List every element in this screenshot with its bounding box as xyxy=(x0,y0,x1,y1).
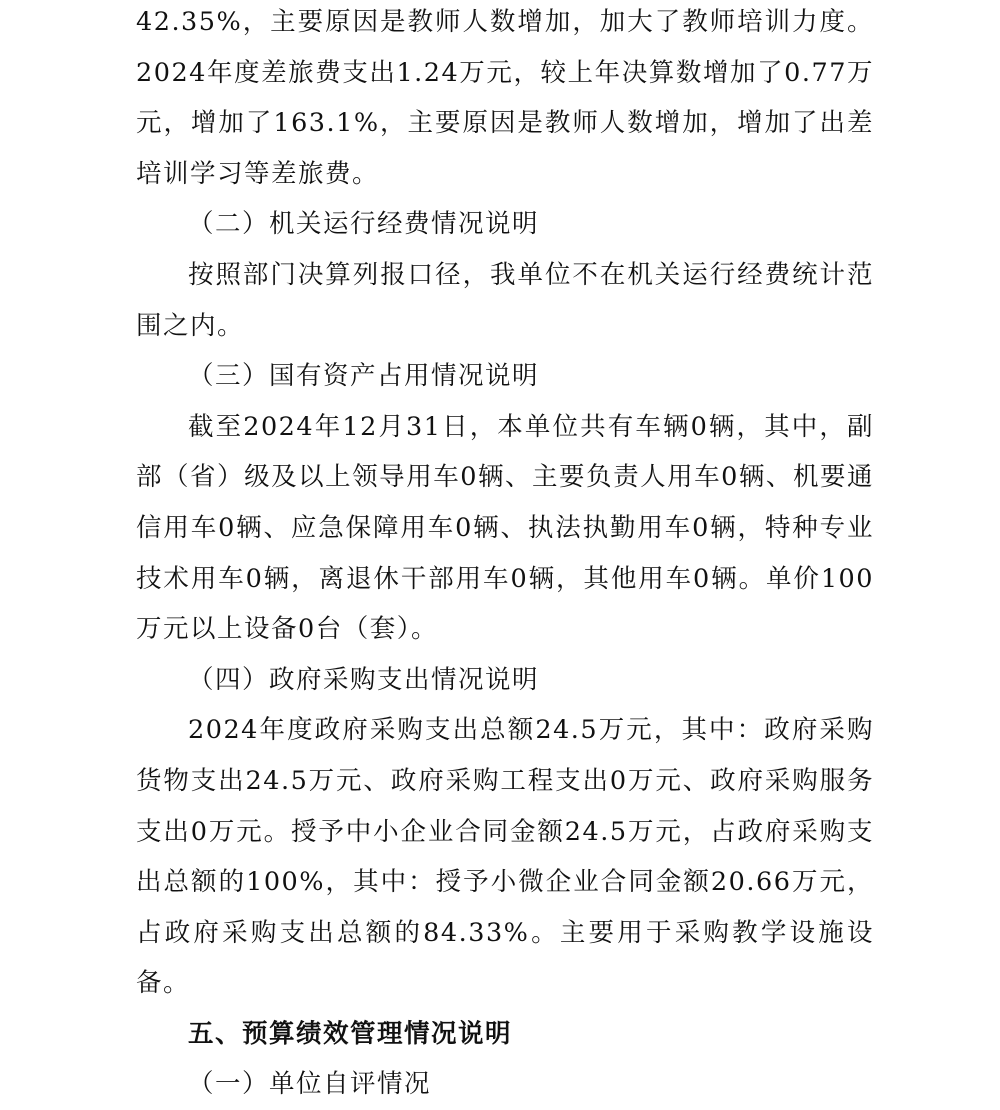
heading-self-evaluation: （一）单位自评情况 xyxy=(188,1069,432,1100)
paragraph-government-procurement: 2024年度政府采购支出总额24.5万元，其中：政府采购货物支出24.5万元、政府采购工程支出0万元、政府采购服务支出0万元。授予中小企业合同金额24.5万元，占政府采购支出总额的100%，其中：授予小微企业合同金额20.66万元，占政府采购支出总额的84.33%。主要用于采购教学设施设备。 xyxy=(136,715,874,999)
heading-operating-expenses: （二）机关运行经费情况说明 xyxy=(188,209,540,240)
paragraph-operating-expenses: 按照部门决算列报口径，我单位不在机关运行经费统计范围之内。 xyxy=(136,259,874,341)
paragraph-travel-expenses: 42.35%，主要原因是教师人数增加，加大了教师培训力度。2024年度差旅费支出1.24万元，较上年决算数增加了0.77万元，增加了163.1%，主要原因是教师人数增加，增加了出差培训学习等差旅费。 xyxy=(136,7,874,189)
heading-government-procurement: （四）政府采购支出情况说明 xyxy=(188,664,540,695)
paragraph-state-assets: 截至2024年12月31日，本单位共有车辆0辆，其中，副部（省）级及以上领导用车0辆、主要负责人用车0辆、机要通信用车0辆、应急保障用车0辆、执法执勤用车0辆，特种专业技术用车0辆，离退休干部用车0辆，其他用车0辆。单价100万元以上设备0台（套）。 xyxy=(136,411,874,645)
heading-performance-management: 五、预算绩效管理情况说明 xyxy=(188,1018,513,1049)
heading-state-assets: （三）国有资产占用情况说明 xyxy=(188,361,540,392)
document-page xyxy=(136,0,874,1100)
